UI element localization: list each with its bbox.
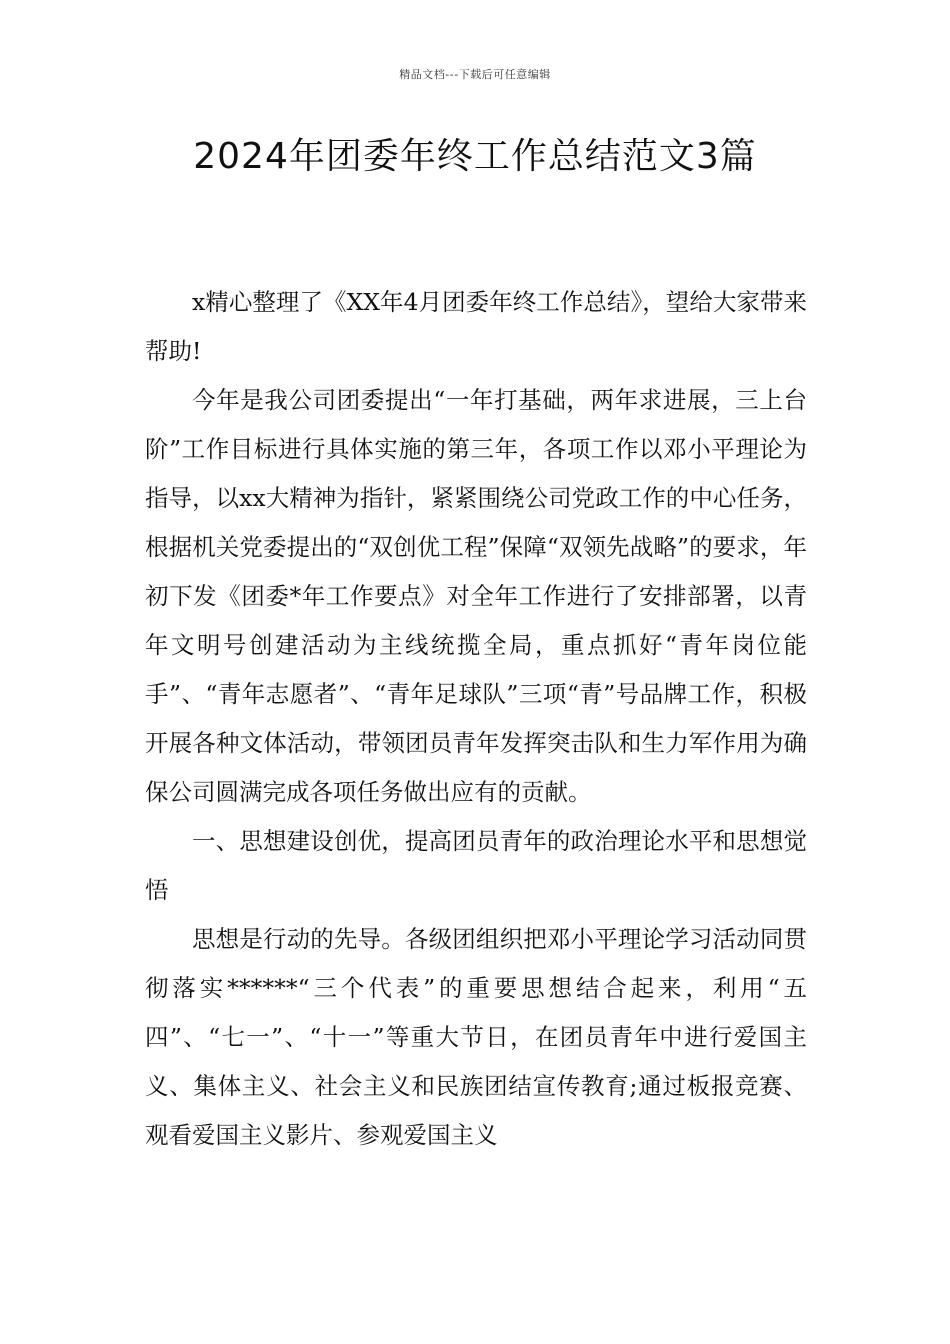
section-heading-1: 一、思想建设创优，提高团员青年的政治理论水平和思想觉悟 [145, 827, 807, 904]
paragraph-intro: x精心整理了《XX年4月团委年终工作总结》，望给大家带来帮助! [145, 288, 807, 365]
paragraph-section-1: 思想是行动的先导。各级团组织把邓小平理论学习活动同贯彻落实******“三个代表”的重要思想结合起来，利用“五四”、“七一”、“十一”等重大节日，在团员青年中进行爱国主义、集体主义、社会主义和民族团结宣传教育;通过板报竞赛、观看爱国主义影片、参观爱国主义 [145, 925, 807, 1149]
paragraph-overview: 今年是我公司团委提出“一年打基础，两年求进展，三上台阶”工作目标进行具体实施的第三年，各项工作以邓小平理论为指导，以xx大精神为指针，紧紧围绕公司党政工作的中心任务，根据机关党委提出的“双创优工程”保障“双领先战略”的要求，年初下发《团委*年工作要点》对全年工作进行了安排部署，以青年文明号创建活动为主线统揽全局，重点抓好“青年岗位能手”、“青年志愿者”、“青年足球队”三项“青”号品牌工作，积极开展各种文体活动，带领团员青年发挥突击队和生力军作用为确保公司圆满完成各项任务做出应有的贡献。 [145, 386, 807, 806]
header-note: 精品文档---下载后可任意编辑 [399, 68, 551, 81]
document-title: 2024年团委年终工作总结范文3篇 [193, 136, 757, 177]
document-body [145, 278, 807, 1160]
